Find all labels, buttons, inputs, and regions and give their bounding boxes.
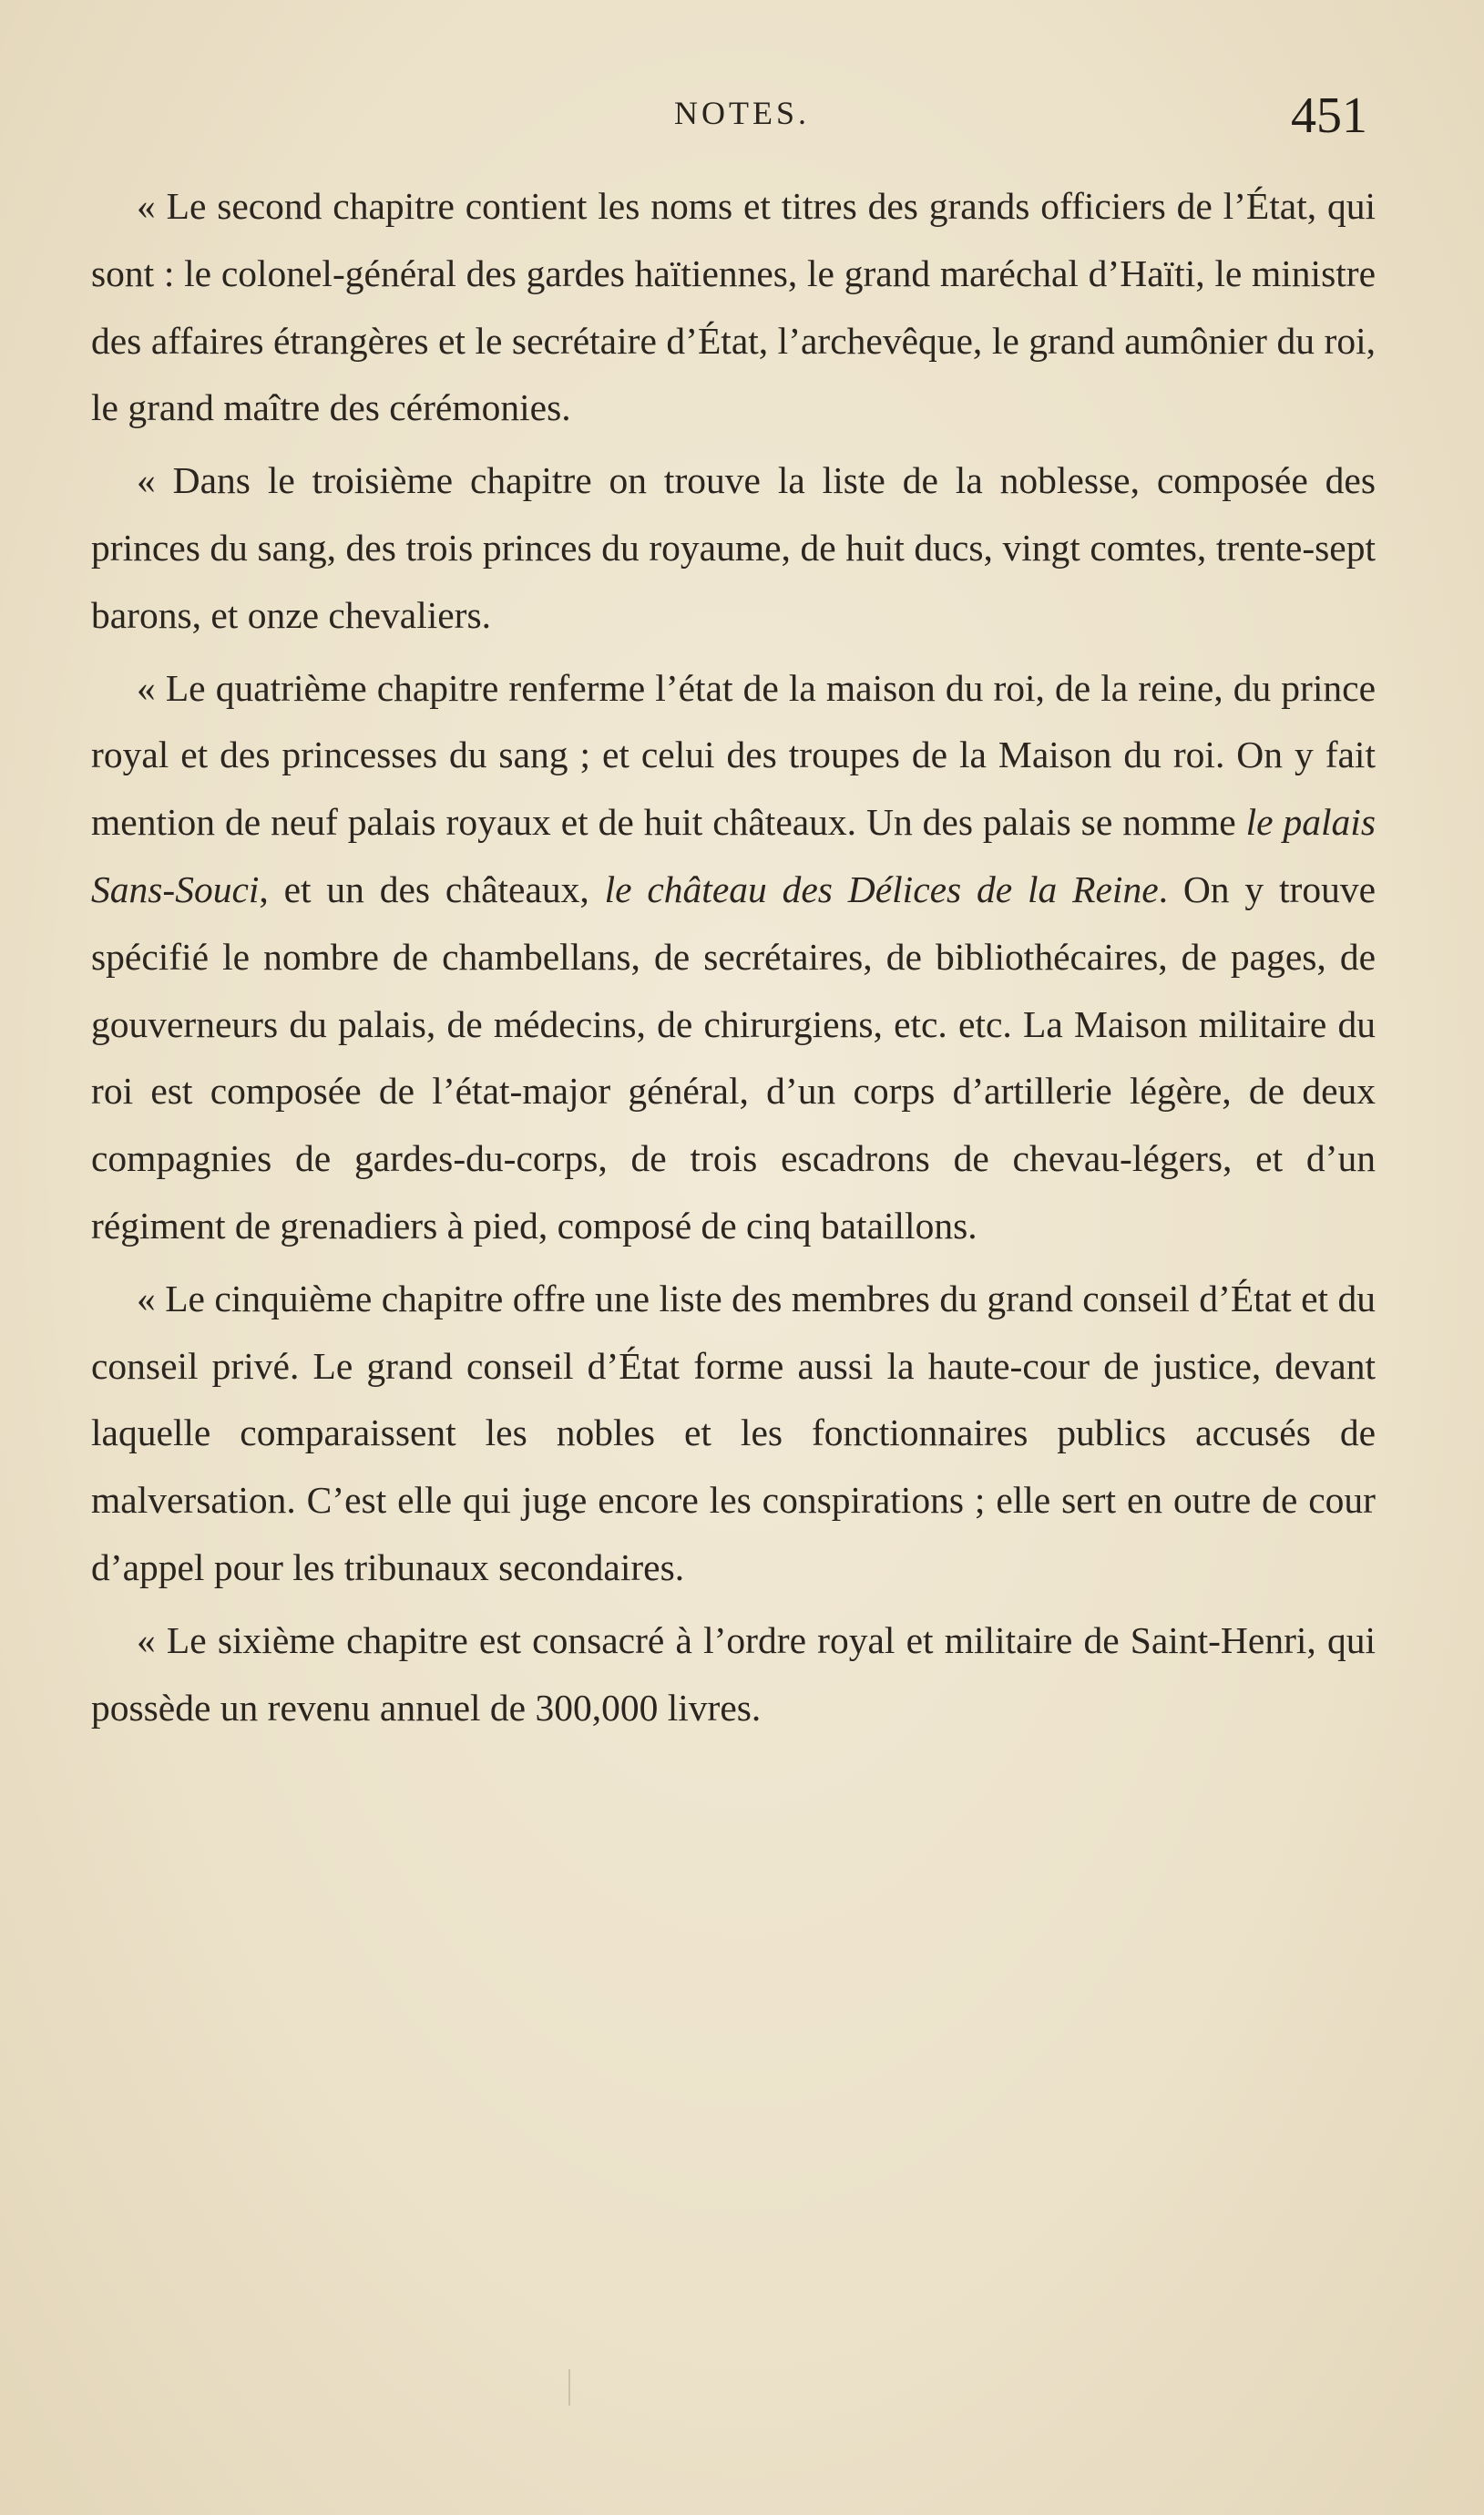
paragraph-fifth-chapter: « Le cinquième chapitre offre une liste des membres du grand conseil d’État et du conseil privé. Le grand conseil d’État forme aussi la haute-cour de justice, devant laquelle comparaissent les nobles et les fonctionnaires publics accusés de malversation. C’est elle qui juge encore les conspirations ; elle sert en outre de cour d’appel pour les tribunaux secondaires. [91, 1277, 1376, 1588]
paragraph-second-chapter: « Le second chapitre contient les noms et titres des grands officiers de l’État, qui sont : le colonel-général des gardes haïtiennes, le grand maréchal d’Haïti, le ministre des affaires étrangères et le secrétaire d’État, l’archevêque, le grand aumônier du roi, le grand maître des cérémonies. [91, 185, 1376, 429]
page-number: 451 [1291, 87, 1367, 144]
paragraph-fourth-text-middle: , et un des châteaux, [259, 867, 605, 910]
running-head: NOTES. [674, 95, 810, 131]
paper-blemish [568, 2369, 570, 2406]
paragraph-third-chapter: « Dans le troisième chapitre on trouve la liste de la noblesse, composée des princes du sang, des trois princes du royaume, de huit ducs, vingt comtes, trente-sept barons, et onze chevaliers. [91, 459, 1376, 636]
palais-sans-souci-italic: le palais Sans-Souci [91, 801, 1376, 910]
chateau-delices-italic: le château des Délices de la Reine [604, 867, 1159, 910]
paragraph-fourth-text-end: . On y trouve spécifié le nombre de chambellans, de secrétaires, de bibliothécaires, de pages, de gouverneurs du palais, de médecins, de chirurgiens, etc. etc. La Maison militaire du roi est composée de l’état-major général, d’un corps d’artillerie légère, de deux compagnies de gardes-du-corps, de trois escadrons de chevau-légers, et d’un régiment de grenadiers à pied, composé de cinq bataillons. [91, 867, 1377, 1247]
paragraph-fourth-chapter [91, 655, 1376, 1260]
paragraph-fourth-text-start: « Le quatrième chapitre renferme l’état de la maison du roi, de la reine, du prince royal et des princesses du sang ; et celui des troupes de la Maison du roi. On y fait mention de neuf palais royaux et de huit châteaux. Un des palais se nomme [91, 666, 1376, 844]
page-header [0, 87, 1484, 144]
body-text [91, 173, 1376, 1747]
paragraph-sixth-chapter: « Le sixième chapitre est consacré à l’ordre royal et militaire de Saint-Henri, qui possède un revenu annuel de 300,000 livres. [91, 1618, 1376, 1729]
